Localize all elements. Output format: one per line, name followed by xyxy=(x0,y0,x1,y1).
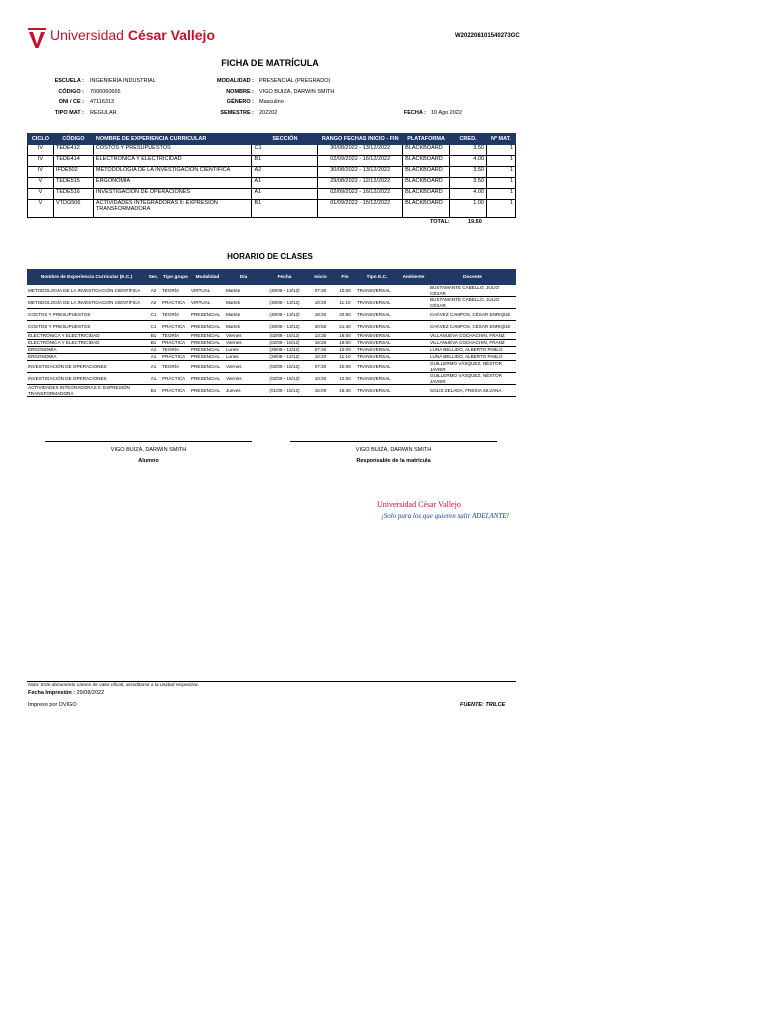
cell: 3.50 xyxy=(450,167,487,178)
nombre-value: VIGO BUIZA, DARWIN SMITH xyxy=(259,89,335,95)
cell: 10:00 xyxy=(334,347,356,354)
student-signature-role: Alumno xyxy=(138,458,159,464)
cell: TRANSVERSAL xyxy=(356,321,398,333)
cell: Viernes xyxy=(225,340,262,347)
column-header: Nº MAT. xyxy=(486,134,515,145)
courses-table xyxy=(27,133,516,218)
cell: BLACKBOARD xyxy=(403,167,450,178)
cell xyxy=(398,354,429,361)
table-row xyxy=(27,333,516,340)
cell: (01/09 - 15/12) xyxy=(262,385,307,397)
cell: TRANSVERSAL xyxy=(356,373,398,385)
cell: LUNA BELLIDO, ALBERTO PABLO xyxy=(429,347,516,354)
cell: TEORÍA xyxy=(161,361,190,373)
cell: METODOLOGÍA DE LA INVESTIGACIÓN CIENTÍFICA xyxy=(93,167,252,178)
cell: IV xyxy=(28,145,54,156)
cell: 11:10 xyxy=(334,354,356,361)
cell: Martes xyxy=(225,297,262,309)
cell: 1.00 xyxy=(450,200,487,218)
table-row xyxy=(27,285,516,297)
cell: TEDE414 xyxy=(53,156,93,167)
print-date-label: Fecha Impresión : xyxy=(28,690,76,696)
cell: METODOLOGÍA DE LA INVESTIGACIÓN CIENTÍFICA xyxy=(27,297,146,309)
cell xyxy=(398,321,429,333)
schedule-table xyxy=(27,269,516,397)
cell: BLACKBOARD xyxy=(403,178,450,189)
cell: VILLANUEVA COCHACHIN, FRANZ xyxy=(429,333,516,340)
semestre-label: SEMESTRE : xyxy=(220,110,254,116)
cell: 4.00 xyxy=(450,189,487,200)
cell: COSTOS Y PRESUPUESTOS xyxy=(27,321,146,333)
cell: 30/08/2022 - 13/12/2022 xyxy=(318,167,403,178)
cell: TEDE515 xyxy=(53,178,93,189)
cell: TEDE412 xyxy=(53,145,93,156)
cell: VIRTUAL xyxy=(190,297,225,309)
column-header: Inicio xyxy=(307,269,334,285)
cell: V xyxy=(28,200,54,218)
cell: LUNA BELLIDO, ALBERTO PABLO xyxy=(429,354,516,361)
column-header: CRED. xyxy=(450,134,487,145)
total-value: 19.50 xyxy=(468,219,482,225)
cell: B1 xyxy=(146,340,161,347)
cell: (29/08 - 12/12) xyxy=(262,347,307,354)
column-header: Modalidad xyxy=(190,269,225,285)
cell: PRÁCTICA xyxy=(161,321,190,333)
cell: TRANSVERSAL xyxy=(356,354,398,361)
genero-value: Masculino xyxy=(259,99,284,105)
cell: TRANSVERSAL xyxy=(356,340,398,347)
cell: 1 xyxy=(486,145,515,156)
column-header: Sec. xyxy=(146,269,161,285)
column-header: Día xyxy=(225,269,262,285)
cell: TEDE516 xyxy=(53,189,93,200)
cell: PRÁCTICA xyxy=(161,340,190,347)
cell: PRÁCTICA xyxy=(161,354,190,361)
cell: 1 xyxy=(486,156,515,167)
escuela-value: INGENIERÍA INDUSTRIAL xyxy=(90,78,156,84)
cell: (02/09 - 16/12) xyxy=(262,340,307,347)
cell: PRESENCIAL xyxy=(190,321,225,333)
cell: COSTOS Y PRESUPUESTOS xyxy=(93,145,252,156)
nombre-label: NOMBRE : xyxy=(226,89,254,95)
cell: (02/09 - 16/12) xyxy=(262,373,307,385)
cell: TEORÍA xyxy=(161,333,190,340)
cell: TRANSVERSAL xyxy=(356,309,398,321)
source-label: FUENTE: TRILCE xyxy=(460,702,506,708)
cell: BLACKBOARD xyxy=(403,200,450,218)
cell xyxy=(398,385,429,397)
cell: 20:50 xyxy=(307,321,334,333)
cell: C1 xyxy=(146,321,161,333)
column-header: Ambiente xyxy=(398,269,429,285)
cell: 10:20 xyxy=(307,354,334,361)
cell: PRESENCIAL xyxy=(190,385,225,397)
column-header: Docente xyxy=(429,269,516,285)
cell: (02/09 - 16/12) xyxy=(262,333,307,340)
cell: 30/08/2022 - 13/12/2022 xyxy=(318,145,403,156)
cell: C1 xyxy=(252,145,318,156)
cell: 10:00 xyxy=(334,285,356,297)
cell: VILLANUEVA COCHACHIN, FRANZ xyxy=(429,340,516,347)
column-header: SECCIÓN xyxy=(252,134,318,145)
cell: IV xyxy=(28,156,54,167)
cell: 16:40 xyxy=(334,385,356,397)
modalidad-value: PRESENCIAL (PREGRADO) xyxy=(259,78,331,84)
cell: PRÁCTICA xyxy=(161,373,190,385)
cell: B1 xyxy=(146,385,161,397)
cell xyxy=(398,309,429,321)
cell: A2 xyxy=(252,167,318,178)
student-signature-line xyxy=(45,441,252,442)
cell: 02/09/2022 - 16/12/2022 xyxy=(318,156,403,167)
column-header: RANGO FECHAS INICIO - FIN xyxy=(318,134,403,145)
cell: A1 xyxy=(146,373,161,385)
cell: V xyxy=(28,178,54,189)
cell: ERGONOMÍA xyxy=(27,354,146,361)
responsible-signature-line xyxy=(290,441,497,442)
cell xyxy=(398,361,429,373)
escuela-label: ESCUELA : xyxy=(54,78,84,84)
cell: A1 xyxy=(252,189,318,200)
column-header: PLATAFORMA xyxy=(403,134,450,145)
schedule-title: HORARIO DE CLASES xyxy=(227,252,313,261)
document-code: W202208101540273GC xyxy=(455,33,520,39)
cell: PRESENCIAL xyxy=(190,354,225,361)
column-header: Nombre de Experiencia Curricular (E.C.) xyxy=(27,269,146,285)
cell: Martes xyxy=(225,321,262,333)
cell: 29/08/2022 - 12/12/2022 xyxy=(318,178,403,189)
cell: CHÁVEZ CAMPOS, CÉSAR ENRIQUE xyxy=(429,309,516,321)
table-row xyxy=(27,373,516,385)
cell: TRANSVERSAL xyxy=(356,347,398,354)
cell: V xyxy=(28,189,54,200)
codigo-value: 7000060665 xyxy=(90,89,121,95)
page-title: FICHA DE MATRÍCULA xyxy=(221,58,319,68)
cell: METODOLOGÍA DE LA INVESTIGACIÓN CIENTÍFICA xyxy=(27,285,146,297)
cell: A1 xyxy=(252,178,318,189)
cell: BUSTAMANTE CABELLO, JULIO CÉSAR xyxy=(429,285,516,297)
cell: ERGONOMÍA xyxy=(93,178,252,189)
tipomat-label: TIPO MAT : xyxy=(54,110,84,116)
cell: ERGONOMÍA xyxy=(27,347,146,354)
cell: 13:30 xyxy=(307,333,334,340)
cell: 16:20 xyxy=(307,340,334,347)
cell xyxy=(398,285,429,297)
cell: Viernes xyxy=(225,373,262,385)
cell: (30/08 - 13/12) xyxy=(262,321,307,333)
table-row xyxy=(28,200,516,218)
cell: PRESENCIAL xyxy=(190,347,225,354)
cell: TRANSVERSAL xyxy=(356,385,398,397)
column-header: CÓDIGO xyxy=(53,134,93,145)
column-header: NOMBRE DE EXPERIENCIA CURRICULAR xyxy=(93,134,252,145)
table-row xyxy=(27,347,516,354)
footer-note: Nota: Este documento carece de valor oficial, acreditarse a la unidad respectiva. xyxy=(28,683,199,688)
cell: 10:20 xyxy=(307,297,334,309)
cell: VTDG506 xyxy=(53,200,93,218)
cell: 3.50 xyxy=(450,178,487,189)
cell: (29/08 - 12/12) xyxy=(262,354,307,361)
table-row xyxy=(27,321,516,333)
cell: 3.50 xyxy=(450,145,487,156)
cell: Martes xyxy=(225,285,262,297)
cell: (02/09 - 16/12) xyxy=(262,361,307,373)
cell: Lunes xyxy=(225,354,262,361)
cell: 15:00 xyxy=(307,385,334,397)
fecha-label: FECHA : xyxy=(403,110,426,116)
cell: TEORÍA xyxy=(161,285,190,297)
cell: A1 xyxy=(146,361,161,373)
cell: GUILLERMO VÁSQUEZ, NÉSTOR JAVIER xyxy=(429,373,516,385)
cell: BLACKBOARD xyxy=(403,145,450,156)
cell: INVESTIGACIÓN DE OPERACIONES xyxy=(27,361,146,373)
codigo-label: CÓDIGO : xyxy=(58,89,84,95)
cell: INVESTIGACIÓN DE OPERACIONES xyxy=(93,189,252,200)
table-row xyxy=(28,145,516,156)
cell: VIRTUAL xyxy=(190,285,225,297)
table-row xyxy=(27,340,516,347)
cell: IFDE502 xyxy=(53,167,93,178)
table-row xyxy=(27,385,516,397)
cell: (30/08 - 13/12) xyxy=(262,285,307,297)
cell: Jueves xyxy=(225,385,262,397)
cell: BLACKBOARD xyxy=(403,156,450,167)
cell: 4.00 xyxy=(450,156,487,167)
cell: 12:00 xyxy=(334,373,356,385)
cell: Viernes xyxy=(225,333,262,340)
cell: 1 xyxy=(486,200,515,218)
cell: Lunes xyxy=(225,347,262,354)
cell: (30/08 - 13/12) xyxy=(262,297,307,309)
cell: Martes xyxy=(225,309,262,321)
cell: TRANSVERSAL xyxy=(356,333,398,340)
cell: INVESTIGACIÓN DE OPERACIONES xyxy=(27,373,146,385)
cell: ACTIVIDADES INTEGRADORAS II: EXPRESIÓN TRANSFORMADORA xyxy=(93,200,252,218)
cell: PRESENCIAL xyxy=(190,361,225,373)
responsible-signature-role: Responsable de la matrícula xyxy=(356,458,431,464)
cell: A1 xyxy=(146,347,161,354)
cell: PRESENCIAL xyxy=(190,309,225,321)
genero-label: GÉNERO : xyxy=(226,99,254,105)
cell: A2 xyxy=(146,297,161,309)
cell: TRANSVERSAL xyxy=(356,361,398,373)
cell: BUSTAMANTE CABELLO, JULIO CÉSAR xyxy=(429,297,516,309)
cell: 1 xyxy=(486,178,515,189)
cell: A2 xyxy=(146,285,161,297)
cell xyxy=(398,333,429,340)
cell: 21:40 xyxy=(334,321,356,333)
cell: SOLIS ZELADA, FRESIA SILVANA xyxy=(429,385,516,397)
table-row xyxy=(28,167,516,178)
cell: TEORÍA xyxy=(161,309,190,321)
university-logo-icon xyxy=(28,26,46,48)
cell: 16:00 xyxy=(334,333,356,340)
column-header: Fecha xyxy=(262,269,307,285)
student-signature-name: VIGO BUIZA, DARWIN SMITH xyxy=(110,447,187,453)
print-date xyxy=(28,690,104,696)
table-row xyxy=(27,361,516,373)
printed-by: Impreso por DVIGO xyxy=(28,702,77,708)
column-header: Tipo E.C. xyxy=(356,269,398,285)
cell: PRÁCTICA xyxy=(161,385,190,397)
cell: B1 xyxy=(252,156,318,167)
table-row xyxy=(28,189,516,200)
table-row xyxy=(27,354,516,361)
cell: ELECTRÓNICA Y ELECTRICIDAD xyxy=(27,340,146,347)
table-row xyxy=(28,178,516,189)
cell: TRANSVERSAL xyxy=(356,297,398,309)
fecha-value: 10 Ago 2022 xyxy=(431,110,462,116)
cell: ELECTRÓNICA Y ELECTRICIDAD xyxy=(27,333,146,340)
cell xyxy=(398,297,429,309)
cell: COSTOS Y PRESUPUESTOS xyxy=(27,309,146,321)
responsible-signature-name: VIGO BUIZA, DARWIN SMITH xyxy=(355,447,432,453)
cell: PRESENCIAL xyxy=(190,333,225,340)
cell: 1 xyxy=(486,189,515,200)
footer-divider xyxy=(27,681,516,682)
cell: A1 xyxy=(146,354,161,361)
column-header: CICLO xyxy=(28,134,54,145)
cell: TEORÍA xyxy=(161,347,190,354)
cell: B1 xyxy=(252,200,318,218)
cell: PRÁCTICA xyxy=(161,297,190,309)
cell: 10:00 xyxy=(334,361,356,373)
cell: 07:30 xyxy=(307,347,334,354)
cell: (30/08 - 13/12) xyxy=(262,309,307,321)
table-row xyxy=(28,156,516,167)
cell: B1 xyxy=(146,333,161,340)
table-row xyxy=(27,297,516,309)
dni-label: DNI / CE : xyxy=(58,99,84,105)
cell xyxy=(398,347,429,354)
cell: PRESENCIAL xyxy=(190,340,225,347)
cell: PRESENCIAL xyxy=(190,373,225,385)
print-date-value: 29/08/2022 xyxy=(76,690,105,696)
cell xyxy=(398,373,429,385)
modalidad-label: MODALIDAD : xyxy=(217,78,254,84)
cell: 18:20 xyxy=(307,309,334,321)
cell: 1 xyxy=(486,167,515,178)
cell: 07:30 xyxy=(307,285,334,297)
column-header: Fin xyxy=(334,269,356,285)
cell: 07:30 xyxy=(307,361,334,373)
cell: 10:20 xyxy=(307,373,334,385)
semestre-value: 202202 xyxy=(259,110,278,116)
cell: ACTIVIDADES INTEGRADORAS II: EXPRESIÓN TRANSFORMADORA xyxy=(27,385,146,397)
cell: Viernes xyxy=(225,361,262,373)
cell xyxy=(398,340,429,347)
cell: ELECTRÓNICA Y ELECTRICIDAD xyxy=(93,156,252,167)
cell: 02/09/2022 - 16/12/2022 xyxy=(318,189,403,200)
cell: GUILLERMO VÁSQUEZ, NÉSTOR JAVIER xyxy=(429,361,516,373)
cell: 11:10 xyxy=(334,297,356,309)
stamp-slogan: ¡Solo para los que quieren salir ADELANTE! xyxy=(381,512,509,520)
cell: IV xyxy=(28,167,54,178)
dni-value: 47116313 xyxy=(90,99,115,105)
cell: BLACKBOARD xyxy=(403,189,450,200)
cell: 18:00 xyxy=(334,340,356,347)
university-name: Universidad César Vallejo xyxy=(50,27,215,43)
cell: CHÁVEZ CAMPOS, CÉSAR ENRIQUE xyxy=(429,321,516,333)
cell: TRANSVERSAL xyxy=(356,285,398,297)
stamp-university: Universidad César Vallejo xyxy=(377,500,461,509)
cell: C1 xyxy=(146,309,161,321)
tipomat-value: REGULAR xyxy=(90,110,117,116)
cell: 20:50 xyxy=(334,309,356,321)
column-header: Tipo grupo xyxy=(161,269,190,285)
total-label: TOTAL: xyxy=(430,219,450,225)
table-row xyxy=(27,309,516,321)
cell: 01/09/2022 - 15/12/2022 xyxy=(318,200,403,218)
